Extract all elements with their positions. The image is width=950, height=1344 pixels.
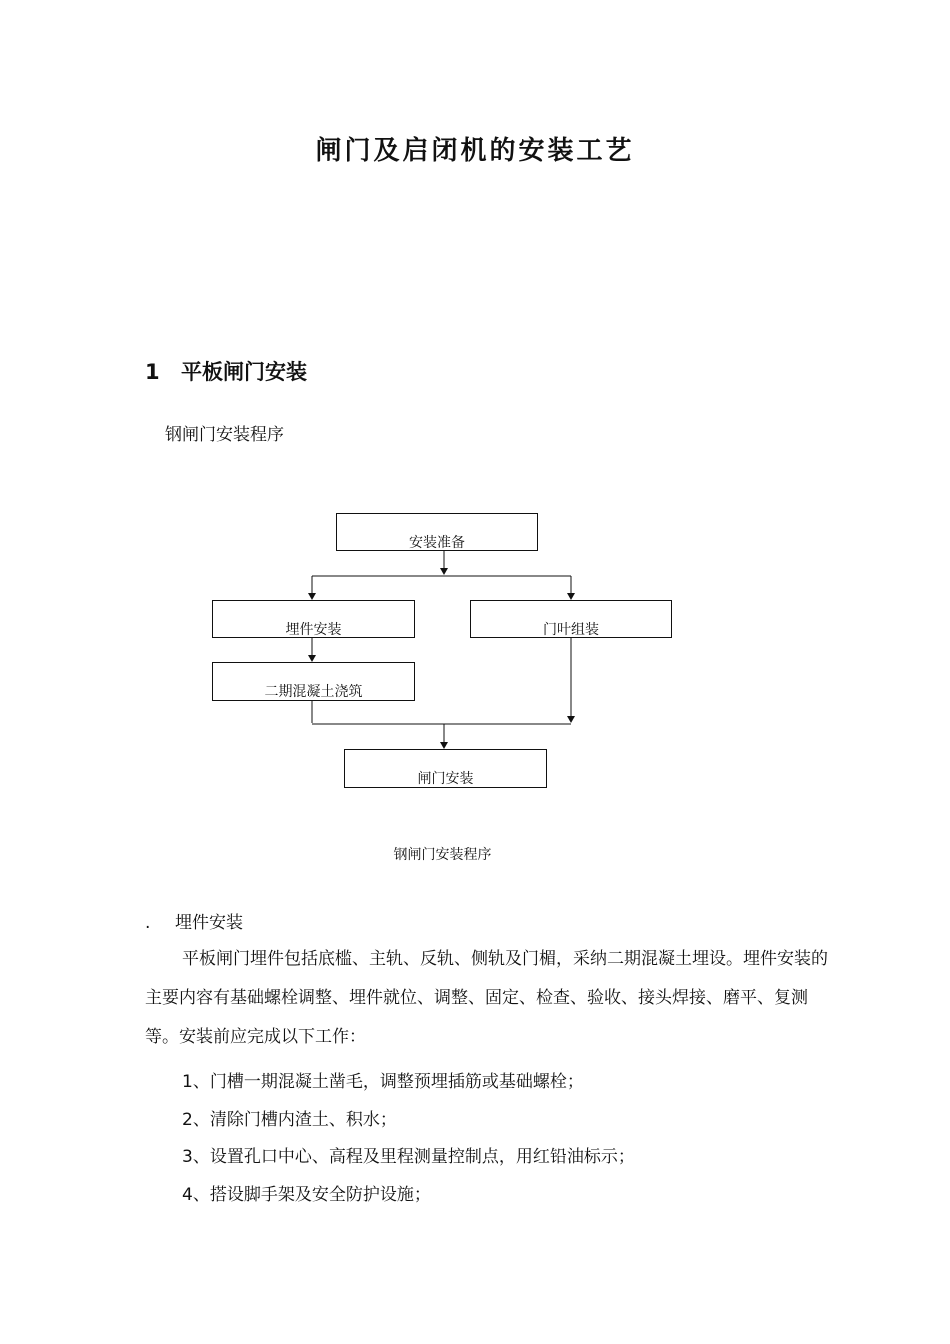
- body-paragraph: 平板闸门埋件包括底槛、主轨、反轨、侧轨及门楣，采纳二期混凝土埋设。埋件安装的主要内容有基础螺栓调整、埋件就位、调整、固定、检查、验收、接头焊接、磨平、复测等。安装前应完成以下工作：: [145, 949, 828, 1047]
- embed-section-title: 埋件安装: [175, 913, 243, 933]
- section-number: 1: [145, 360, 160, 384]
- list-item: 4、搭设脚手架及安全防护设施；: [182, 1185, 431, 1205]
- flow-box-embed: 埋件安装: [212, 600, 415, 638]
- figure-caption: 钢闸门安装程序: [393, 847, 492, 863]
- list-item: 1、门槽一期混凝土凿毛，调整预埋插筋或基础螺栓；: [182, 1072, 584, 1092]
- list-item: 3、设置孔口中心、高程及里程测量控制点，用红铅油标示；: [182, 1147, 635, 1167]
- list-item: 2、清除门槽内渣土、积水；: [182, 1110, 397, 1130]
- section-title: 平板闸门安装: [181, 360, 307, 384]
- section-bullet: .: [145, 913, 151, 933]
- flow-box-concrete: 二期混凝土浇筑: [212, 662, 415, 701]
- subsection-title: 钢闸门安装程序: [165, 425, 284, 445]
- flow-box-prep: 安装准备: [336, 513, 538, 551]
- flow-box-gate: 闸门安装: [344, 749, 547, 788]
- document-title: 闸门及启闭机的安装工艺: [315, 136, 635, 166]
- embed-section-heading: [145, 908, 243, 933]
- flow-box-leaf: 门叶组装: [470, 600, 672, 638]
